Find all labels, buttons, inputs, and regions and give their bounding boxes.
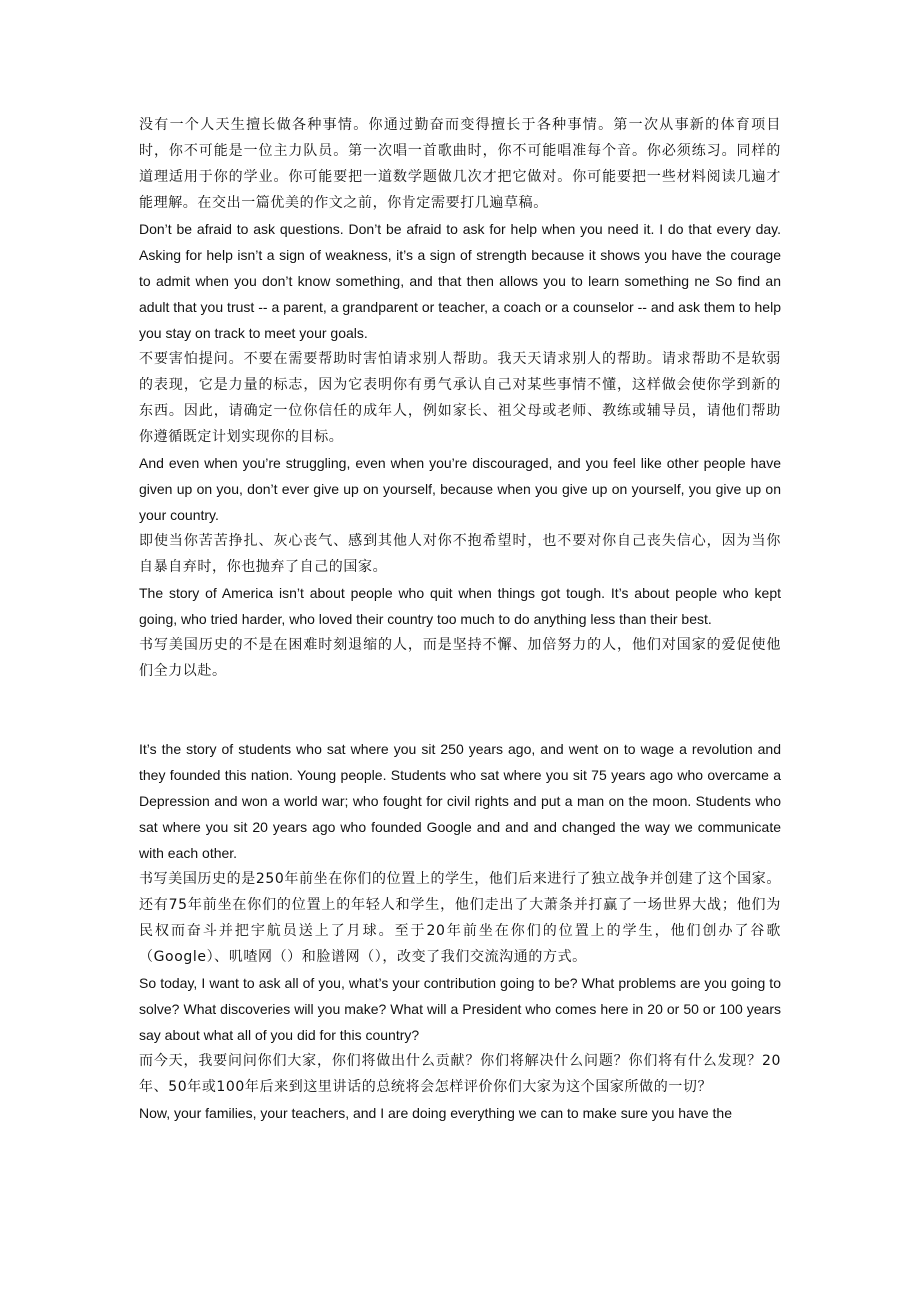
paragraph-chinese: 书写美国历史的不是在困难时刻退缩的人，而是坚持不懈、加倍努力的人，他们对国家的爱促使他们全力以赴。	[139, 637, 781, 679]
paragraph-english: So today, I want to ask all of you, what’s your contribution going to be? What problems are you going to solve? What discoveries will you make? What will a President who comes here in 20 or 50 or 100 years say about what all of you did for this country?	[139, 975, 781, 1043]
paragraph-english: Don’t be afraid to ask questions. Don’t be afraid to ask for help when you need it. I do that every day. Asking for help isn’t a sign of weakness, it’s a sign of strength because it shows you have the courage to admit when you don’t know something, and that then allows you to learn something ne So find an adult that you trust -- a parent, a grandparent or teacher, a coach or a counselor -- and ask them to help you stay on track to meet your goals.	[139, 221, 781, 341]
paragraph-english: And even when you’re struggling, even when you’re discouraged, and you feel like other people have given up on you, don’t ever give up on yourself, because when you give up on yourself, you give up on your country.	[139, 455, 781, 523]
paragraph-english: It’s the story of students who sat where you sit 250 years ago, and went on to wage a revolution and they founded this nation. Young people. Students who sat where you sit 75 years ago who overcame a Depression and won a world war; who fought for civil rights and put a man on the moon. Students who sat where you sit 20 years ago who founded Google and and and changed the way we communicate with each other.	[139, 741, 781, 861]
paragraph-chinese: 书写美国历史的是250年前坐在你们的位置上的学生，他们后来进行了独立战争并创建了这个国家。还有75年前坐在你们的位置上的年轻人和学生，他们走出了大萧条并打赢了一场世界大战；他们为民权而奋斗并把宇航员送上了月球。至于20年前坐在你们的位置上的学生，他们创办了谷歌（Google）、叽喳网（）和脸谱网（），改变了我们交流沟通的方式。	[139, 871, 781, 965]
document-section-2	[139, 736, 781, 1126]
paragraph-english: Now, your families, your teachers, and I are doing everything we can to make sure you have the	[139, 1105, 732, 1121]
document-section-1	[139, 112, 781, 684]
paragraph-english: The story of America isn’t about people who quit when things got tough. It’s about people who kept going, who tried harder, who loved their country too much to do anything less than their best.	[139, 585, 781, 627]
paragraph-chinese: 即使当你苦苦挣扎、灰心丧气、感到其他人对你不抱希望时，也不要对你自己丧失信心，因为当你自暴自弃时，你也抛弃了自己的国家。	[139, 533, 781, 575]
paragraph-chinese: 不要害怕提问。不要在需要帮助时害怕请求别人帮助。我天天请求别人的帮助。请求帮助不是软弱的表现，它是力量的标志，因为它表明你有勇气承认自己对某些事情不懂，这样做会使你学到新的东西。因此，请确定一位你信任的成年人，例如家长、祖父母或老师、教练或辅导员，请他们帮助你遵循既定计划实现你的目标。	[139, 351, 781, 445]
paragraph-chinese: 而今天，我要问问你们大家，你们将做出什么贡献？你们将解决什么问题？你们将有什么发现？20年、50年或100年后来到这里讲话的总统将会怎样评价你们大家为这个国家所做的一切？	[139, 1053, 781, 1095]
document-page	[139, 112, 781, 1126]
section-spacer	[139, 684, 781, 736]
paragraph-chinese: 没有一个人天生擅长做各种事情。你通过勤奋而变得擅长于各种事情。第一次从事新的体育项目时，你不可能是一位主力队员。第一次唱一首歌曲时，你不可能唱准每个音。你必须练习。同样的道理适用于你的学业。你可能要把一道数学题做几次才把它做对。你可能要把一些材料阅读几遍才能理解。在交出一篇优美的作文之前，你肯定需要打几遍草稿。	[139, 117, 781, 211]
